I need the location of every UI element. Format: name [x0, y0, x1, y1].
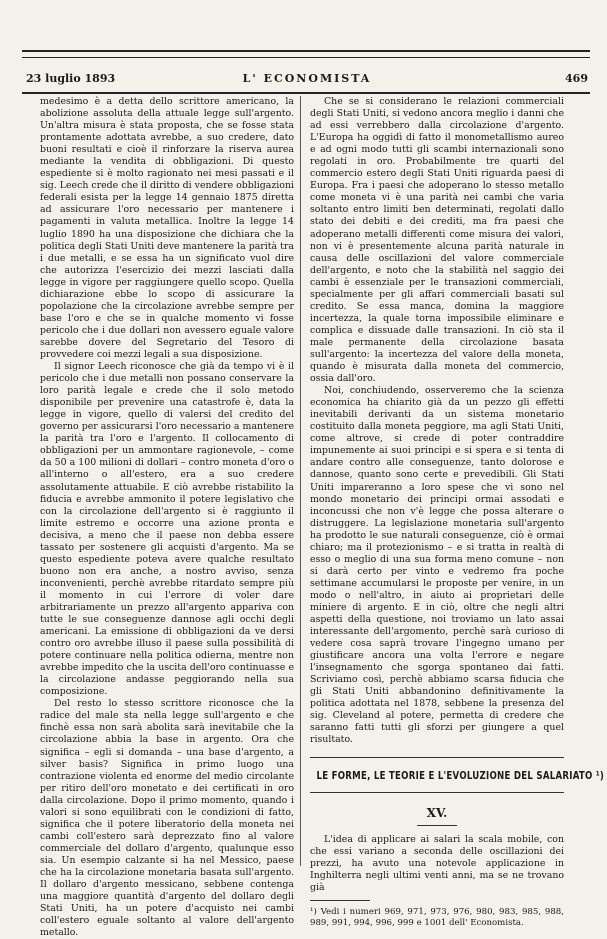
top-rule [22, 50, 590, 52]
section-rule [310, 757, 564, 758]
right-paragraph-1: Che se si considerano le relazioni commerciali degli Stati Uniti, si vedono ancora meglio i danni che ad essi verrebbero dalla circolazione d'argento. L'Europa ha oggidì di fatto il monometallismo aureo e ad ogni modo tutti gli scambi internazionali sono regolati in oro. Probabilmente tre quarti del commercio estero degli Stati Uniti riguarda paesi di Europa. Fra i paesi che adoperano lo stesso metallo come moneta vi è una parità nei cambi che varia soltanto entro limiti ben determinati, regolati dallo stato dei debiti e dei crediti, ma fra paesi che adoperano metalli differenti come misura dei valori, non vi è presentemente alcuna parità naturale in causa delle oscillazioni del valore commerciale dell'argento, e noto che la stabilità nel saggio dei cambi è essenziale per le transazioni commerciali, specialmente per gli affari commerciali basati sul credito. Se essa manca, domina la maggiore incertezza, la quale torna impossibile eliminare e complica e dissuade dalle transazioni. In ciò sta il male permanente della circolazione basata sull'argento: la incertezza del valore della moneta, quando è misurata dalla moneta del commercio, ossia dall'oro. [310, 96, 564, 385]
page-header [26, 72, 588, 90]
page-number: 469 [565, 72, 588, 85]
footnote-rule [310, 900, 370, 901]
header-rule [22, 92, 590, 94]
left-paragraph-3: Del resto lo stesso scrittore riconosce che la radice del male sta nella legge sull'argento e che finchè essa non sarà abolita sarà inevitabile che la circolazione abbia la base in argento. Ora che significa – egli si domanda – una base d'argento, a silver basis? Significa in primo luogo una contrazione violenta ed enorme del medio circolante per ritiro dell'oro monetato e dei certificati in oro dalla circolazione. Dopo il primo momento, quando i valori si sono equilibrati con le condizioni di fatto, significa che il potere liberatorio della moneta nei cambi coll'estero sarà deprezzato fino al valore commerciale del dollaro d'argento, qualunque esso sia. Un esempio calzante si ha nel Messico, paese che ha la circolazione monetaria basata sull'argento. Il dollaro d'argento messicano, sebbene contenga una maggiore quantità d'argento del dollaro degli Stati Uniti, ha un potere d'acquisto nei cambi coll'estero eguale soltanto al valore dell'argento metallo. [40, 698, 294, 939]
header-title: L' ECONOMISTA [242, 72, 372, 85]
left-column [40, 96, 294, 939]
chapter-number: XV. [426, 805, 448, 820]
column-divider [300, 96, 301, 866]
left-paragraph-2: Il signor Leech riconosce che già da tempo vi è il pericolo che i due metalli non possano conservare la loro parità legale e crede che il solo metodo disponibile per prevenire una catastrofe è, data la legge in vigore, quello di valersi del credito del governo per assicurarsi l'oro necessario a mantenere la parità tra l'oro e l'argento. Il collocamento di obbligazioni per un ammontare ragionevole, – come da 50 a 100 milioni di dollari – contro moneta d'oro o all'interno o all'estero, era a suo credere assolutamente attuabile. E ciò avrebbe ristabilito la fiducia e avrebbe ammonito il potere legislativo che con la circolazione dell'argento si è raggiunto il limite estremo e occorre una azione pronta e decisiva, a meno che il paese non debba essere tassato per sostenere gli acquisti d'argento. Ma se questo espediente poteva avere qualche resultato buono non era anche, a nostro avviso, senza inconvenienti, perchè avrebbe ritardato sempre più il momento in cui l'errore di voler dare arbitrariamente un prezzo all'argento appariva con tutte le sue conseguenze dannose agli occhi degli americani. La emissione di obbligazioni da ve dersi contro oro avrebbe illuso il paese sulla possibilità di potere continuare nella politica odierna, mentre non avrebbe impedito che la uscita dell'oro continuasse e la circolazione andasse peggiorando nella sua composizione. [40, 361, 294, 698]
section-paragraph: L'idea di applicare ai salari la scala mobile, con che essi variano a seconda delle oscillazioni dei prezzi, ha avuto una notevole applicazione in Inghilterra negli ultimi venti anni, ma se ne trovano già [310, 833, 564, 893]
top-rule-thin [22, 57, 590, 58]
header-date: 23 luglio 1893 [26, 72, 116, 85]
chapter-rule [417, 825, 457, 826]
right-column [310, 96, 605, 929]
left-paragraph-1: medesimo è a detta dello scrittore americano, la abolizione assoluta della attuale legge sull'argento. Un'altra misura è stata proposta, che se fosse stata prontamente adottata avrebbe, a suo credere, dato buoni resultati e cioè il rinforzare la riserva aurea mediante la vendita di obbligazioni. Di questo espediente si è molto ragionato nei mesi passati e il sig. Leech crede che il diritto di vendere obbligazioni federali esista per la legge 14 gennaio 1875 diretta ad assicurare l'oro necessario per mantenere i pagamenti in valuta metallica. Inoltre la legge 14 luglio 1890 ha una disposizione che dichiara che la politica degli Stati Uniti deve mantenere la parità tra i due metalli, e se essa ha un significato vuol dire che autorizza l'esercizio dei mezzi lasciati dalla legge in vigore per raggiungere quello scopo. Quella dichiarazione ebbe lo scopo di assicurare la popolazione che la circolazione avrebbe sempre per base l'oro e che se in qualche momento vi fosse pericolo che i due dollari non avessero eguale valore sarebbe dovere del Segretario del Tesoro di provvedere coi mezzi legali a sua disposizione. [40, 96, 294, 360]
section-heading: LE FORME, LE TEORIE E L'EVOLUZIONE DEL SALARIATO ¹) [316, 769, 605, 782]
footnote: ¹) Vedi i numeri 969, 971, 973, 976, 980, 983, 985, 988, 989, 991, 994, 996, 999 e 1001 dell' Economista. [310, 906, 564, 928]
right-paragraph-2: Noi, conchiudendo, osserveremo che la scienza economica ha chiarito già da un pezzo gli effetti inevitabili derivanti da un sistema monetario costituito dalla moneta peggiore, ma agli Stati Uniti, come altrove, si crede di poter contraddire impunemente ai suoi principi e si spera e si tenta di andare contro alle conseguenze, tanto dolorose e dannose, quanto sono certe e prevedibili. Gli Stati Uniti impareranno a loro spese che vi sono nel mondo monetario dei principi ormai assodati e inconcussi che non v'è legge che possa alterare o distruggere. La legislazione monetaria sull'argento ha prodotto le sue naturali conseguenze, ciò è ormai chiaro; ma il protezionismo – e si tratta in realtà di esso o meglio di una sua forma meno comune – non si darà certo per vinto e vedremo fra poche settimane accumularsi le proposte per venire, in un modo o nell'altro, in aiuto ai proprietari delle miniere di argento. E in ciò, oltre che negli altri aspetti della questione, noi troviamo un lato assai interessante dell'argomento, perchè sarà curioso di vedere cosa saprà trovare l'ingegno umano per giustificare ancora una volta l'errore e negare l'insegnamento che sgorga spontaneo dai fatti. Scriviamo così, perchè abbiamo scarsa fiducia che gli Stati Uniti abbandonino definitivamente la politica adottata nel 1878, sebbene la presenza del sig. Cleveland al potere, permetta di credere che saranno fatti tutti gli sforzi per giungere a quel risultato. [310, 385, 564, 746]
section-rule-bottom [310, 792, 564, 793]
